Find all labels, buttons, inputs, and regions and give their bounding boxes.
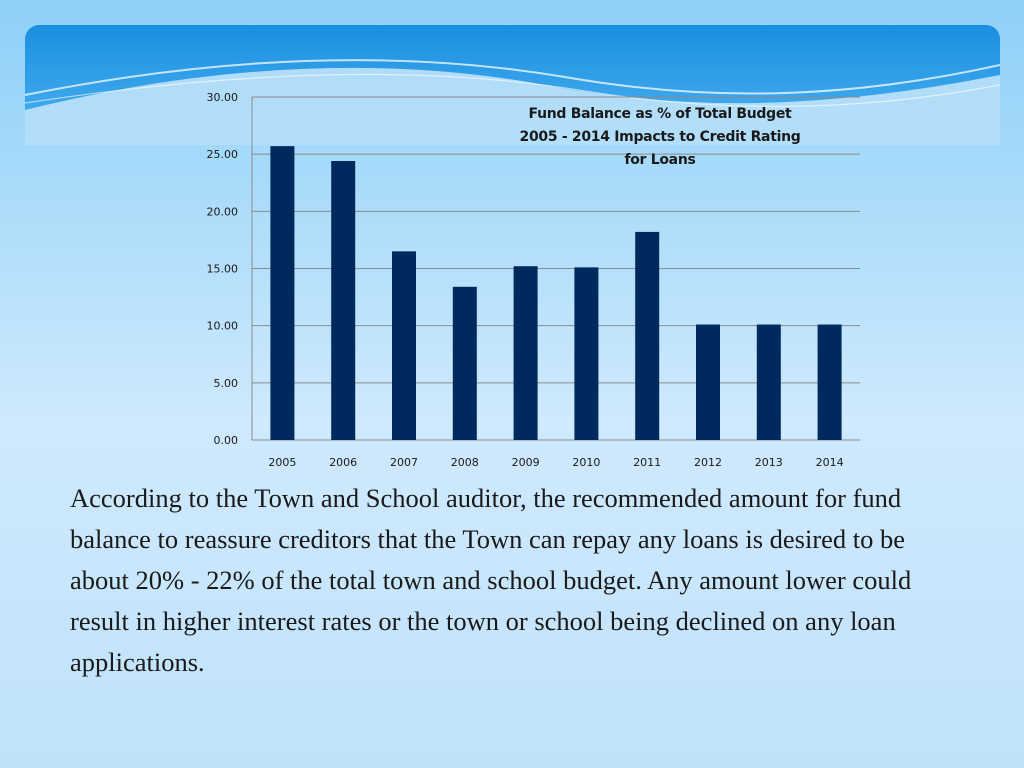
x-tick-label: 2005 bbox=[268, 456, 297, 469]
x-tick-label: 2010 bbox=[572, 456, 601, 469]
x-tick-label: 2008 bbox=[450, 456, 479, 469]
y-tick-label: 30.00 bbox=[206, 91, 238, 104]
y-tick-label: 5.00 bbox=[213, 376, 238, 390]
y-tick-label: 10.00 bbox=[206, 319, 238, 333]
x-tick-label: 2007 bbox=[390, 456, 418, 469]
x-tick-label: 2014 bbox=[815, 456, 844, 469]
bar-2009 bbox=[514, 266, 538, 440]
y-tick-label: 0.00 bbox=[213, 434, 238, 447]
bar-2005 bbox=[270, 146, 294, 440]
y-tick-label: 15.00 bbox=[206, 262, 238, 276]
x-tick-label: 2012 bbox=[694, 456, 722, 469]
y-tick-label: 20.00 bbox=[206, 205, 238, 219]
bar-2008 bbox=[453, 287, 477, 440]
bar-2014 bbox=[818, 325, 842, 440]
x-tick-label: 2013 bbox=[754, 456, 783, 469]
chart-title-line-3: for Loans bbox=[624, 152, 696, 168]
bar-2010 bbox=[574, 267, 598, 440]
x-tick-label: 2011 bbox=[633, 456, 662, 469]
bar-2006 bbox=[331, 161, 355, 440]
slide-body-text: According to the Town and School auditor, the recommended amount for fund balance to reassure creditors that the Town can repay any loans is desired to be about 20% - 22% of the total town and school budget. Any amount lower could result in higher interest rates or the town or school being declined on any loan applications. bbox=[70, 483, 912, 677]
chart-title-line-1: Fund Balance as % of Total Budget bbox=[528, 106, 792, 122]
x-tick-label: 2006 bbox=[329, 456, 358, 469]
bar-2012 bbox=[696, 325, 720, 440]
y-tick-label: 25.00 bbox=[206, 148, 238, 162]
bar-2013 bbox=[757, 325, 781, 440]
bar-2011 bbox=[635, 232, 659, 440]
x-tick-label: 2009 bbox=[511, 456, 540, 469]
chart-title bbox=[495, 103, 825, 172]
chart-title-line-2: 2005 - 2014 Impacts to Credit Rating bbox=[519, 129, 801, 145]
bar-2007 bbox=[392, 251, 416, 440]
